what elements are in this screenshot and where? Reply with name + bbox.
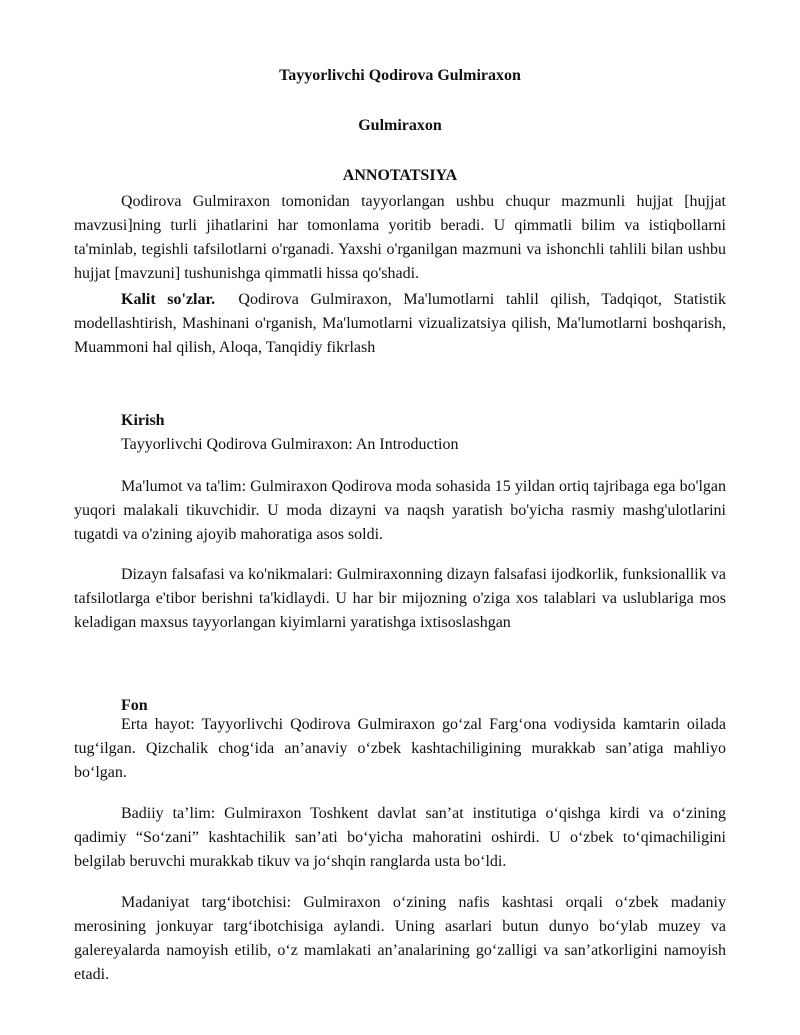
background-text-1: Erta hayot: Tayyorlivchi Qodirova Gulmiraxon go‘zal Farg‘ona vodiysida kamtarin oilada tug‘ilgan. Qizchalik chog‘ida an’anaviy o‘zbek kashtachiligining murakkab san’atiga mahliyo bo‘lgan. [74, 716, 726, 781]
keywords-paragraph [74, 288, 726, 360]
intro-text-1: Ma'lumot va ta'lim: Gulmiraxon Qodirova moda sohasida 15 yildan ortiq tajribaga ega bo'lgan yuqori malakali tikuvchidir. U moda dizayni va naqsh yaratish bo'yicha rasmiy mashg'ulotlarini tugatdi va o'zining ajoyib mahoratiga asos soldi. [74, 478, 726, 543]
intro-paragraph-1 [74, 475, 726, 547]
intro-heading: Kirish [121, 412, 165, 429]
annotation-section [74, 190, 726, 360]
keywords-list: Qodirova Gulmiraxon, Ma'lumotlarni tahlil qilish, Tadqiqot, Statistik modellashtirish, Mashinani o'rganish, Ma'lumotlarni vizualizatsiya qilish, Ma'lumotlarni boshqarish, Muammoni hal qilish, Aloqa, Tanqidiy fikrlash [74, 291, 727, 356]
background-text-3: Madaniyat targ‘ibotchisi: Gulmiraxon o‘zining nafis kashtasi orqali o‘zbek madaniy merosining jonkuyar targ‘ibotchisiga aylandi. Uning asarlari butun dunyo bo‘ylab muzey va galereyalarda namoyish etilib, o‘z mamlakati an’analarining go‘zalligi va san’atkorligini namoyish etadi. [74, 894, 726, 983]
annotation-text: Qodirova Gulmiraxon tomonidan tayyorlangan ushbu chuqur mazmunli hujjat [hujjat mavzusi]ning turli jihatlarini har tomonlama yoritib beradi. U qimmatli bilim va istiqbollarni ta'minlab, tegishli tafsilotlarni o'rganadi. Yaxshi o'rganilgan mazmuni va ishonchli tahlili bilan ushbu hujjat [mavzuni] tushunishga qimmatli hissa qo'shadi. [74, 193, 726, 282]
background-paragraph-1 [74, 713, 726, 785]
background-paragraph-2 [74, 802, 726, 874]
annotation-heading: ANNOTATSIYA [342, 167, 458, 184]
background-heading: Fon [121, 697, 148, 714]
author-name: Gulmiraxon [358, 117, 442, 134]
keywords-label: Kalit so'zlar. [121, 291, 216, 308]
background-text-2: Badiiy ta’lim: Gulmiraxon Toshkent davlat san’at institutiga o‘qishga kirdi va o‘zining qadimiy “So‘zani” kashtachilik san’ati bo‘yicha mahoratini oshirdi. U o‘zbek to‘qimachiligini belgilab beruvchi murakkab tikuv va jo‘shqin ranglarda usta bo‘ldi. [74, 805, 726, 870]
intro-subtitle: Tayyorlivchi Qodirova Gulmiraxon: An Introduction [121, 436, 459, 453]
intro-text-2: Dizayn falsafasi va ko'nikmalari: Gulmiraxonning dizayn falsafasi ijodkorlik, funksionallik va tafsilotlarga e'tibor berishni ta'kidlaydi. U har bir mijozning o'ziga xos talablari va uslublariga mos keladigan maxsus tayyorlangan kiyimlarni yaratishga ixtisoslashgan [74, 566, 726, 631]
intro-paragraph-2 [74, 563, 726, 635]
document-title: Tayyorlivchi Qodirova Gulmiraxon [279, 67, 521, 84]
background-paragraph-3 [74, 891, 726, 987]
